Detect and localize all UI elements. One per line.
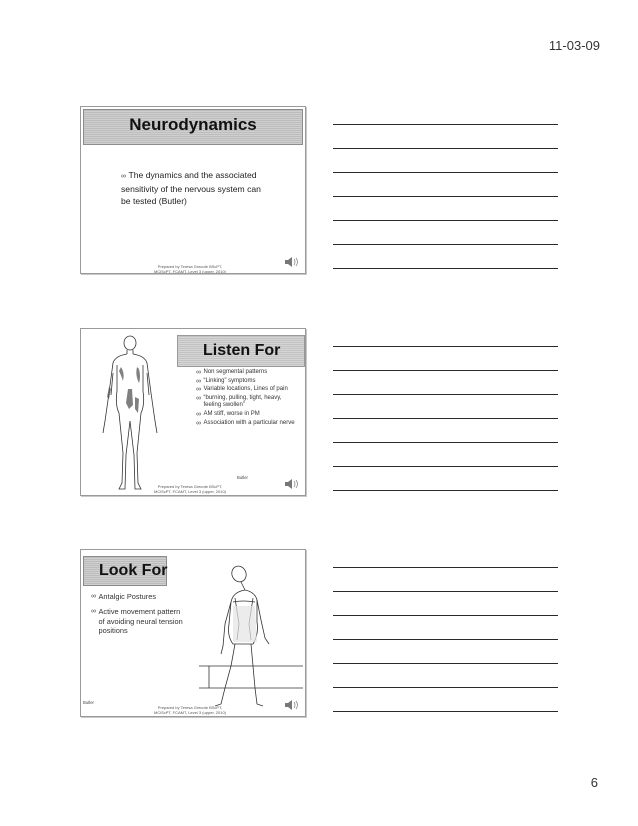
bullet-icon: ∞: [196, 386, 201, 394]
footer-line: MClScPT, FCAMT, Level 3 (upper, 2010): [153, 489, 227, 494]
list-item: ∞ “burning, pulling, tight, heavy, feeling swollen”: [196, 394, 282, 409]
list-item: ∞ Antalgic Postures: [91, 592, 157, 601]
footer-line: Prepared by Teresa Grecote BScPT,: [157, 264, 223, 269]
bullet-list: [196, 369, 300, 428]
slide-title: Look For: [99, 562, 168, 579]
note-line: [333, 663, 558, 664]
footer-line: Prepared by Teresa Grecote BScPT,: [157, 484, 223, 489]
list-item: ∞ Non segmental patterns: [196, 369, 268, 376]
slide-neurodynamics: [80, 106, 306, 274]
note-line: [333, 244, 558, 245]
posture-figure: [199, 554, 303, 710]
bullet-icon: ∞: [196, 410, 201, 418]
header-date: 11-03-09: [548, 38, 600, 53]
bullet-icon: ∞: [196, 369, 201, 376]
slide-body: [121, 169, 271, 207]
slide-footer: [145, 264, 235, 274]
page-number: 6: [590, 775, 598, 790]
citation: Butler: [237, 475, 248, 480]
note-line: [333, 687, 558, 688]
footer-line: MClScPT, FCAMT, Level 3 (upper, 2010): [153, 269, 227, 274]
bullet-icon: ∞: [121, 173, 126, 180]
note-line: [333, 148, 558, 149]
note-line: [333, 124, 558, 125]
body-outline-figure: [95, 333, 165, 495]
slide-listen-for: [80, 328, 306, 496]
note-line: [333, 591, 558, 592]
bullet-icon: ∞: [91, 593, 96, 600]
bullet-icon: ∞: [196, 394, 201, 402]
note-line: [333, 567, 558, 568]
list-item: ∞ “Linking” symptoms: [196, 377, 256, 385]
list-item: ∞ Association with a particular nerve: [196, 419, 295, 427]
list-item: ∞ Variable locations, Lines of pain: [196, 386, 288, 394]
note-line: [333, 639, 558, 640]
body-text: The dynamics and the associated sensitivity of the nervous system can be tested (Butler): [121, 170, 261, 206]
note-line: [333, 196, 558, 197]
speaker-icon[interactable]: [284, 477, 300, 491]
footer-line: MClScPT, FCAMT, Level 3 (upper, 2010): [153, 710, 227, 715]
slide-title: Listen For: [203, 342, 281, 359]
note-line: [333, 418, 558, 419]
note-line: [333, 172, 558, 173]
note-line: [333, 370, 558, 371]
slide-footer: [145, 705, 235, 715]
slide-footer: [145, 484, 235, 494]
note-line: [333, 394, 558, 395]
speaker-icon[interactable]: [284, 255, 300, 269]
note-line: [333, 490, 558, 491]
slide-look-for: [80, 549, 306, 717]
note-line: [333, 346, 558, 347]
list-item: ∞ Active movement pattern of avoiding neural tension positions: [91, 607, 183, 636]
note-line: [333, 220, 558, 221]
citation: Butler: [83, 700, 94, 705]
note-line: [333, 466, 558, 467]
bullet-icon: ∞: [196, 419, 201, 427]
note-line: [333, 442, 558, 443]
footer-line: Prepared by Teresa Grecote BScPT,: [157, 705, 223, 710]
bullet-icon: ∞: [196, 377, 201, 385]
list-item: ∞ AM stiff, worse in PM: [196, 410, 260, 418]
note-line: [333, 711, 558, 712]
bullet-list: [91, 592, 183, 642]
bullet-icon: ∞: [91, 608, 96, 616]
note-line: [333, 268, 558, 269]
speaker-icon[interactable]: [284, 698, 300, 712]
note-line: [333, 615, 558, 616]
slide-title: Neurodynamics: [129, 115, 257, 134]
